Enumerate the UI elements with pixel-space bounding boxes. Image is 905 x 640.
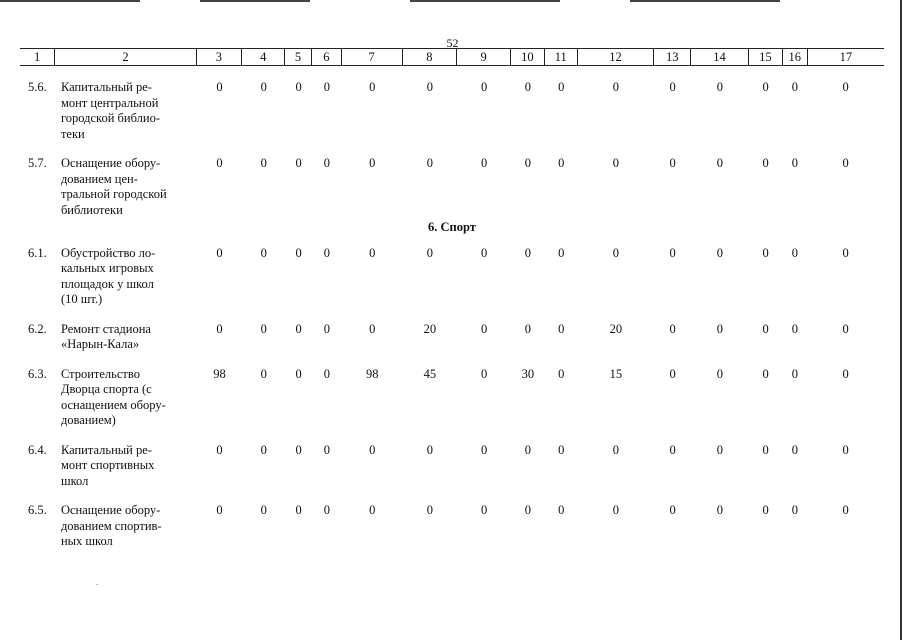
value-cell: 0 [369,442,376,457]
column-header: 11 [544,49,577,66]
table-row [20,443,884,490]
value-cell: 0 [216,245,223,260]
value-cell: 0 [260,245,267,260]
value-cell: 0 [524,321,531,336]
value-cell: 0 [295,442,302,457]
section-title: 6. Спорт [428,220,476,234]
value-cell: 0 [260,503,267,517]
scan-speck [96,584,98,585]
value-cell: 0 [369,156,376,170]
table-row [20,322,884,353]
value-cell: 0 [295,80,302,94]
column-header: 13 [654,49,691,66]
value-cell: 0 [762,366,769,381]
column-header: 9 [457,49,511,66]
value-cell: 0 [842,442,849,457]
value-cell: 98 [365,366,379,381]
value-cell: 0 [480,442,488,457]
column-header: 15 [748,49,782,66]
value-cell: 0 [323,442,331,457]
column-header: 5 [285,49,312,66]
column-header: 17 [807,49,884,66]
value-cell: 0 [524,442,531,457]
section-heading-row [20,218,884,246]
column-header: 10 [510,49,544,66]
top-border [200,0,310,2]
value-cell: 0 [558,366,565,381]
value-cell: 0 [842,503,849,517]
value-cell: 0 [480,80,488,94]
value-cell: 0 [524,503,531,517]
value-cell: 0 [762,321,769,336]
row-name: Оснащение обору- дованием цен- тральной городской библиотеки [60,156,167,217]
row-number: 6.1. [28,245,47,260]
value-cell: 0 [669,245,676,260]
column-header: 6 [311,49,341,66]
value-cell: 0 [558,442,565,457]
value-cell: 0 [558,245,565,260]
row-name: Строительство Дворца спорта (с оснащением обору- дованием) [60,366,166,427]
value-cell: 0 [480,245,488,260]
value-cell: 20 [609,321,623,336]
data-table [20,80,884,550]
column-header: 12 [577,49,654,66]
value-cell: 0 [558,503,565,517]
row-spacer [20,353,884,367]
value-cell: 0 [762,503,769,517]
row-name: Оснащение обору- дованием спортив- ных школ [60,503,162,548]
value-cell: 0 [612,156,620,170]
value-cell: 0 [323,503,331,517]
value-cell: 0 [216,321,223,336]
column-header: 2 [55,49,196,66]
table-row [20,367,884,429]
value-cell: 0 [295,156,302,170]
column-header: 14 [691,49,749,66]
column-header: 4 [242,49,285,66]
value-cell: 0 [323,156,331,170]
row-spacer [20,142,884,156]
value-cell: 30 [521,366,535,381]
value-cell: 0 [524,80,531,94]
value-cell: 98 [213,366,226,381]
value-cell: 0 [842,156,849,170]
value-cell: 0 [295,245,302,260]
value-cell: 0 [524,245,531,260]
value-cell: 0 [842,366,849,381]
row-number: 6.5. [28,503,47,517]
value-cell: 0 [558,80,565,94]
row-number: 6.3. [28,366,47,381]
value-cell: 0 [480,321,488,336]
value-cell: 0 [612,442,620,457]
table-row [20,503,884,550]
value-cell: 0 [716,503,723,517]
value-cell: 0 [369,503,376,517]
value-cell: 0 [612,503,620,517]
row-spacer [20,489,884,503]
value-cell: 0 [295,366,302,381]
value-cell: 0 [762,442,769,457]
table-row [20,80,884,142]
value-cell: 0 [426,245,434,260]
value-cell: 0 [558,156,565,170]
value-cell: 0 [480,503,488,517]
top-border [410,0,560,2]
row-number: 6.2. [28,321,47,336]
value-cell: 0 [842,321,849,336]
value-cell: 0 [216,442,223,457]
row-name: Капитальный ре- монт центральной городской библио- теки [60,80,160,141]
row-number: 5.7. [28,156,47,170]
value-cell: 0 [716,442,723,457]
value-cell: 0 [716,366,723,381]
value-cell: 0 [558,321,565,336]
row-number: 6.4. [28,442,47,457]
page-number: 52 [446,36,459,50]
value-cell: 20 [423,321,437,336]
row-spacer [20,308,884,322]
value-cell: 0 [791,80,799,94]
value-cell: 15 [609,366,623,381]
column-header: 16 [782,49,807,66]
value-cell: 0 [669,503,676,517]
column-header: 8 [402,49,457,66]
value-cell: 0 [426,156,434,170]
value-cell: 0 [426,80,434,94]
row-number: 5.6. [28,80,47,94]
value-cell: 0 [323,366,331,381]
value-cell: 0 [295,321,302,336]
value-cell: 0 [260,80,267,94]
value-cell: 0 [716,156,723,170]
table-row [20,246,884,308]
value-cell: 0 [260,321,267,336]
value-cell: 0 [669,321,676,336]
row-spacer [20,429,884,443]
value-cell: 0 [791,321,799,336]
top-border [0,0,140,2]
value-cell: 0 [716,245,723,260]
value-cell: 0 [480,156,488,170]
table-row [20,156,884,218]
value-cell: 0 [762,245,769,260]
value-cell: 0 [612,245,620,260]
value-cell: 0 [260,366,267,381]
column-header: 3 [196,49,242,66]
value-cell: 0 [260,442,267,457]
row-name: Обустройство ло- кальных игровых площадок у школ (10 шт.) [60,245,156,306]
value-cell: 0 [842,245,849,260]
value-cell: 45 [423,366,437,381]
value-cell: 0 [323,245,331,260]
row-name: Ремонт стадиона «Нарын-Кала» [60,321,151,351]
value-cell: 0 [791,156,799,170]
value-cell: 0 [426,503,434,517]
value-cell: 0 [612,80,620,94]
value-cell: 0 [791,503,799,517]
value-cell: 0 [216,80,223,94]
value-cell: 0 [669,80,676,94]
value-cell: 0 [669,156,676,170]
value-cell: 0 [216,156,223,170]
value-cell: 0 [295,503,302,517]
value-cell: 0 [369,321,376,336]
value-cell: 0 [791,366,799,381]
column-header: 1 [20,49,55,66]
value-cell: 0 [669,366,676,381]
value-cell: 0 [716,80,723,94]
value-cell: 0 [842,80,849,94]
value-cell: 0 [716,321,723,336]
value-cell: 0 [762,80,769,94]
value-cell: 0 [524,156,531,170]
column-header: 7 [341,49,402,66]
value-cell: 0 [369,80,376,94]
value-cell: 0 [791,245,799,260]
page-edge [900,0,902,640]
top-border [630,0,780,2]
value-cell: 0 [762,156,769,170]
header-row [20,49,884,66]
value-cell: 0 [216,503,223,517]
value-cell: 0 [426,442,434,457]
value-cell: 0 [791,442,799,457]
value-cell: 0 [369,245,376,260]
value-cell: 0 [323,321,331,336]
value-cell: 0 [260,156,267,170]
column-header-table [20,48,884,66]
value-cell: 0 [669,442,676,457]
row-name: Капитальный ре- монт спортивных школ [60,442,155,488]
value-cell: 0 [480,366,488,381]
value-cell: 0 [323,80,331,94]
